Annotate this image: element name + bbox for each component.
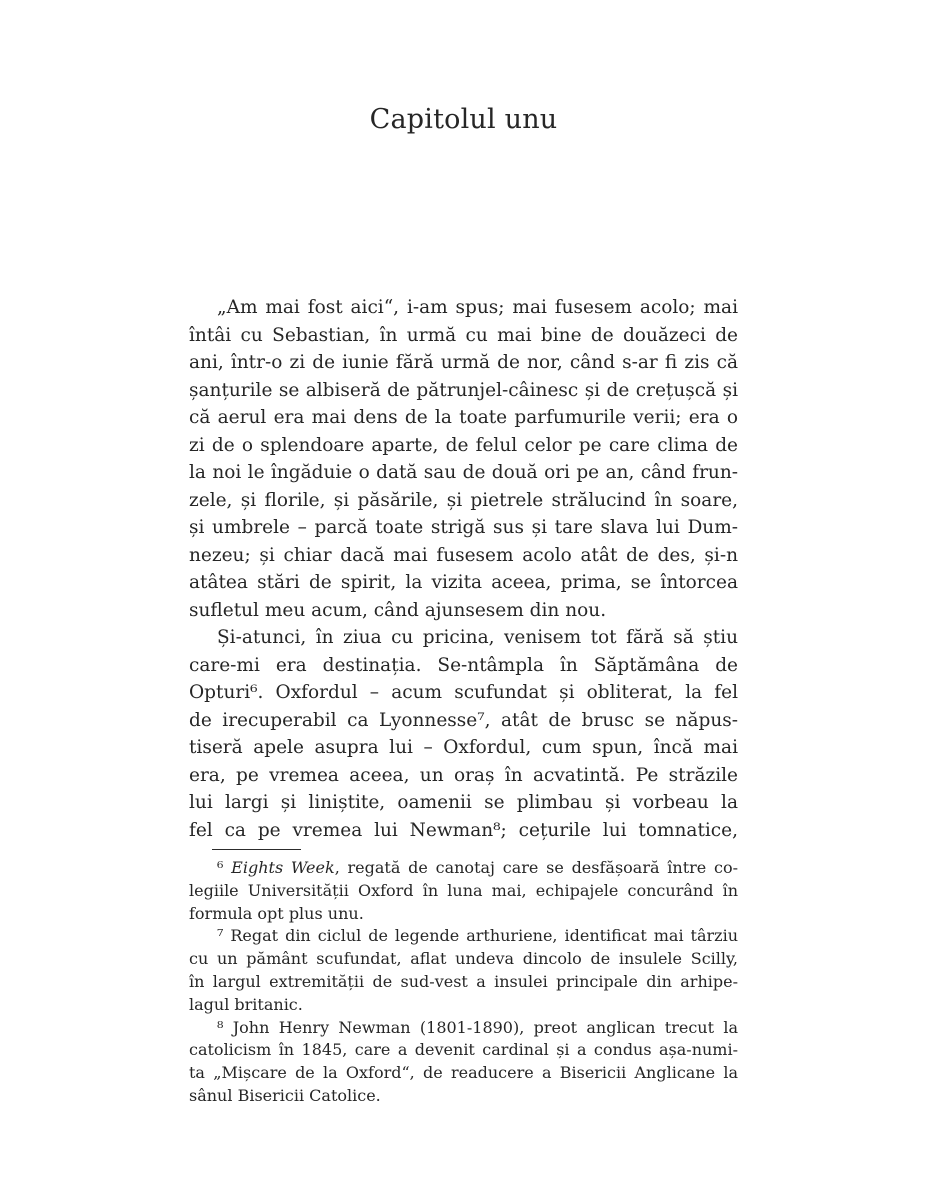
text-line: lui largi și liniștite, oamenii se plimbau și vorbeau la: [189, 792, 738, 813]
text-line: în largul extremității de sud-vest a insulei principale din arhipe-: [189, 971, 738, 991]
text-line: ta „Mișcare de la Oxford“, de readucere a Bisericii Anglicane la: [189, 1063, 738, 1083]
page-content: [189, 294, 738, 1108]
footnote-marker: ⁶: [217, 858, 232, 877]
chapter-title: Capitolul unu: [369, 104, 558, 135]
text-line: șanțurile se albiseră de pătrunjel-câinesc și de crețușcă și: [189, 379, 738, 401]
text-line: Și-atunci, în ziua cu pricina, venisem tot fără să știu: [217, 627, 738, 648]
text-line: sânul Bisericii Catolice.: [189, 1085, 381, 1105]
text-line: ⁷ Regat din ciclul de legende arthuriene, identificat mai târziu: [217, 926, 738, 946]
text-line: tiseră apele asupra lui – Oxfordul, cum spun, încă mai: [189, 737, 738, 758]
text-line: sufletul meu acum, când ajunsesem din nou.: [189, 599, 607, 621]
text-line: întâi cu Sebastian, în urmă cu mai bine de douăzeci de: [189, 324, 738, 346]
footnote-text: , regată de canotaj care se desfășoară între co-: [334, 858, 738, 877]
footnote-7: [189, 925, 738, 1016]
text-line: care-mi era destinația. Se-ntâmpla în Săptămâna de: [189, 654, 738, 676]
paragraph-1: [189, 294, 738, 624]
text-line: catolicism în 1845, care a devenit cardinal și a condus așa-numi-: [189, 1040, 738, 1060]
footnotes-section: [189, 857, 738, 1108]
footnote-8: [189, 1017, 738, 1108]
text-line: Opturi⁶. Oxfordul – acum scufundat și obliterat, la fel: [189, 682, 738, 703]
text-line: [189, 857, 738, 880]
text-line: formula opt plus unu.: [189, 903, 364, 923]
text-line: zele, și florile, și păsările, și pietrele strălucind în soare,: [189, 489, 738, 511]
text-line: lagul britanic.: [189, 994, 303, 1014]
text-line: legiile Universității Oxford în luna mai, echipajele concurând în: [189, 880, 738, 900]
text-line: și umbrele – parcă toate strigă sus și tare slava lui Dum-: [189, 517, 738, 538]
text-line: nezeu; și chiar dacă mai fusesem acolo atât de des, și-n: [189, 544, 738, 566]
footnote-italic-term: Eights Week: [231, 858, 335, 877]
paragraph-2: [189, 624, 738, 844]
text-line: fel ca pe vremea lui Newman⁸; cețurile lui tomnatice,: [189, 819, 738, 841]
text-line: ⁸ John Henry Newman (1801-1890), preot anglican trecut la: [217, 1017, 738, 1037]
text-line: că aerul era mai dens de la toate parfumurile verii; era o: [189, 407, 738, 428]
text-line: „Am mai fost aici“, i-am spus; mai fusesem acolo; mai: [217, 297, 738, 318]
text-line: zi de o splendoare aparte, de felul celor pe care clima de: [189, 434, 738, 456]
footnote-separator-rule: [212, 849, 301, 850]
text-line: cu un pământ scufundat, aflat undeva dincolo de insulele Scilly,: [189, 949, 738, 969]
text-line: de irecuperabil ca Lyonnesse⁷, atât de brusc se năpus-: [189, 709, 738, 731]
text-line: ani, într-o zi de iunie fără urmă de nor, când s-ar fi zis că: [189, 352, 738, 373]
text-line: atâtea stări de spirit, la vizita aceea, prima, se întorcea: [189, 572, 738, 593]
text-line: era, pe vremea aceea, un oraș în acvatintă. Pe străzile: [189, 764, 738, 786]
text-line: la noi le îngăduie o dată sau de două ori pe an, când frun-: [189, 462, 738, 483]
footnote-6: [189, 857, 738, 925]
